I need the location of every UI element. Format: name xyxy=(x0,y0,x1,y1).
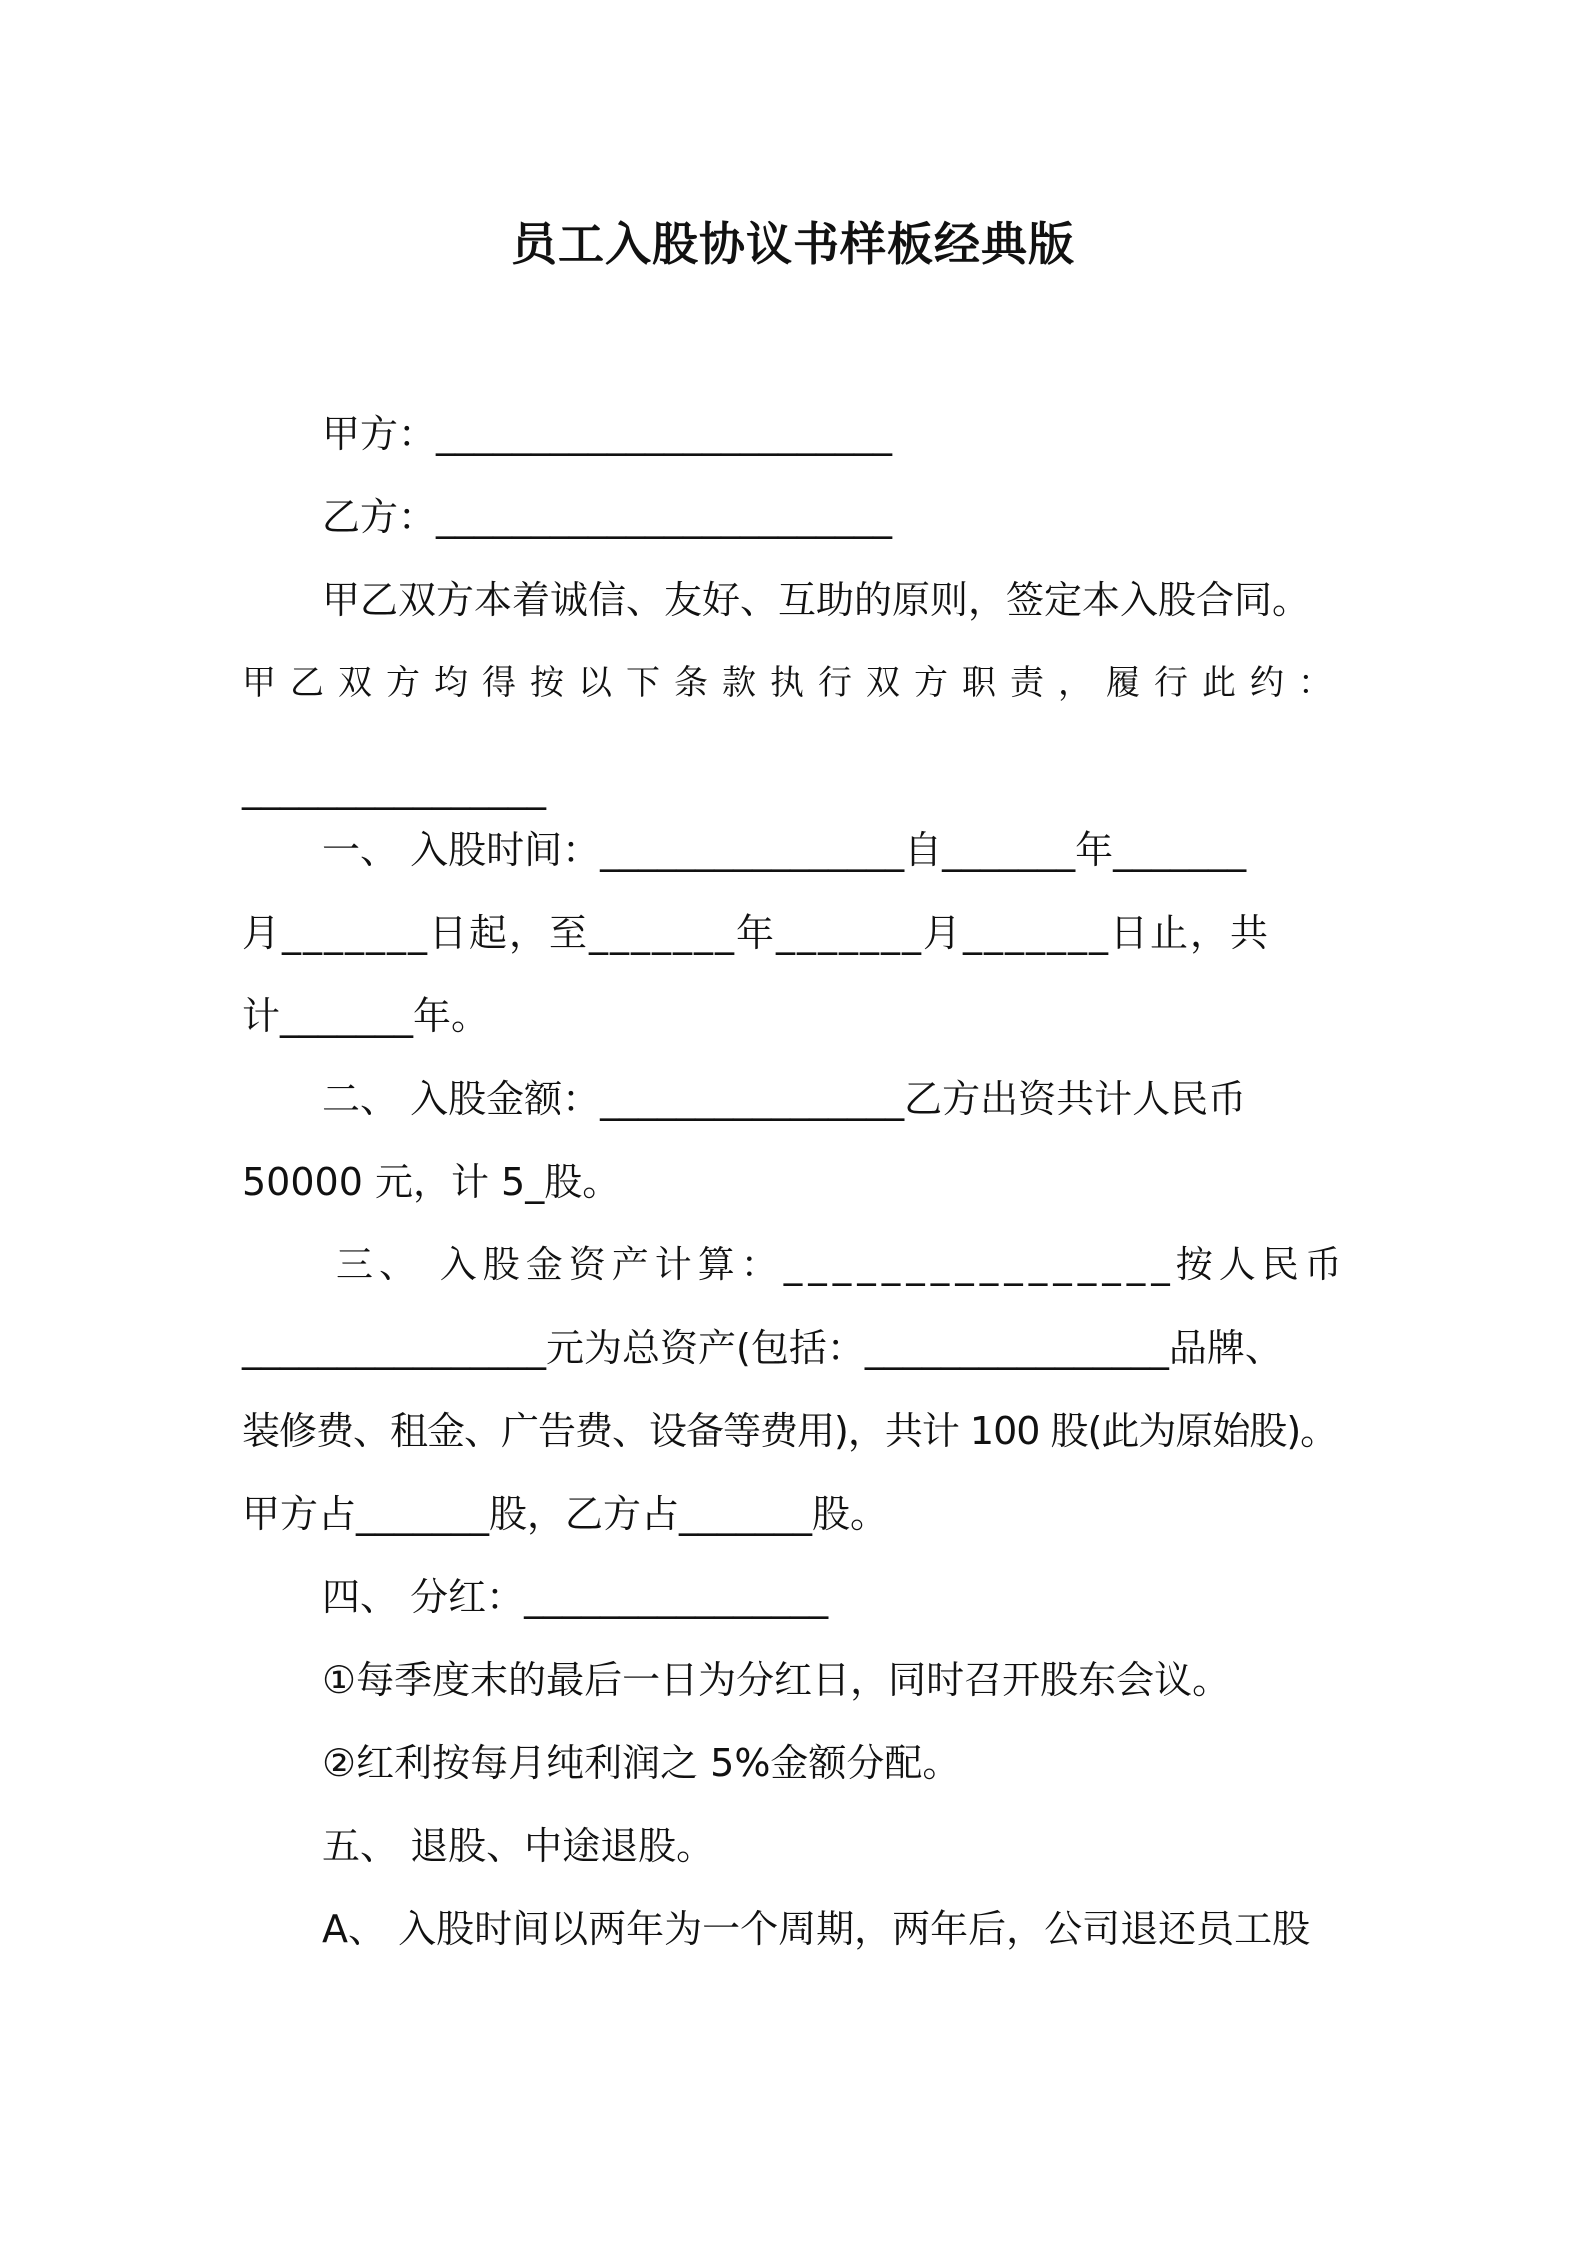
clause-2-line-1: 二、 入股金额：________________乙方出资共计人民币 xyxy=(322,1077,1247,1121)
clause-3-line-2: ________________元为总资产(包括：________________品牌、 xyxy=(242,1326,1283,1370)
party-a-line: 甲方：________________________ xyxy=(322,412,893,456)
clause-5-line-1: 五、 退股、中途退股。 xyxy=(322,1824,715,1868)
document-title: 员工入股协议书样板经典版 xyxy=(511,217,1075,271)
clause-4-line-1: 四、 分红：________________ xyxy=(322,1575,829,1619)
clause-3-line-4: 甲方占_______股，乙方占_______股。 xyxy=(242,1492,889,1536)
clause-5-item-a: A、 入股时间以两年为一个周期，两年后，公司退还员工股 xyxy=(322,1907,1311,1951)
clause-1-line-2: 月_______日起，至_______年_______月_______日止，共 xyxy=(242,911,1271,955)
clause-4-item-2: ②红利按每月纯利润之 5%金额分配。 xyxy=(322,1741,961,1785)
clause-2-line-2: 50000 元，计 5_股。 xyxy=(242,1160,621,1204)
preamble-line-1: 甲乙双方本着诚信、友好、互助的原则，签定本入股合同。 xyxy=(322,578,1311,622)
party-b-line: 乙方：________________________ xyxy=(322,495,893,539)
preamble-blank-line: ________________ xyxy=(242,766,546,810)
clause-1-line-1: 一、 入股时间：________________自_______年_______ xyxy=(322,828,1247,872)
clause-3-line-3: 装修费、租金、广告费、设备等费用)，共计 100 股(此为原始股)。 xyxy=(242,1409,1338,1453)
clause-1-line-3: 计_______年。 xyxy=(242,994,490,1038)
clause-3-line-1: 三、 入股金资产计算：________________按人民币 xyxy=(336,1243,1348,1286)
clause-4-item-1: ①每季度末的最后一日为分红日，同时召开股东会议。 xyxy=(322,1658,1231,1702)
preamble-line-2: 甲乙双方均得按以下条款执行双方职责，履行此约： xyxy=(242,663,1346,703)
